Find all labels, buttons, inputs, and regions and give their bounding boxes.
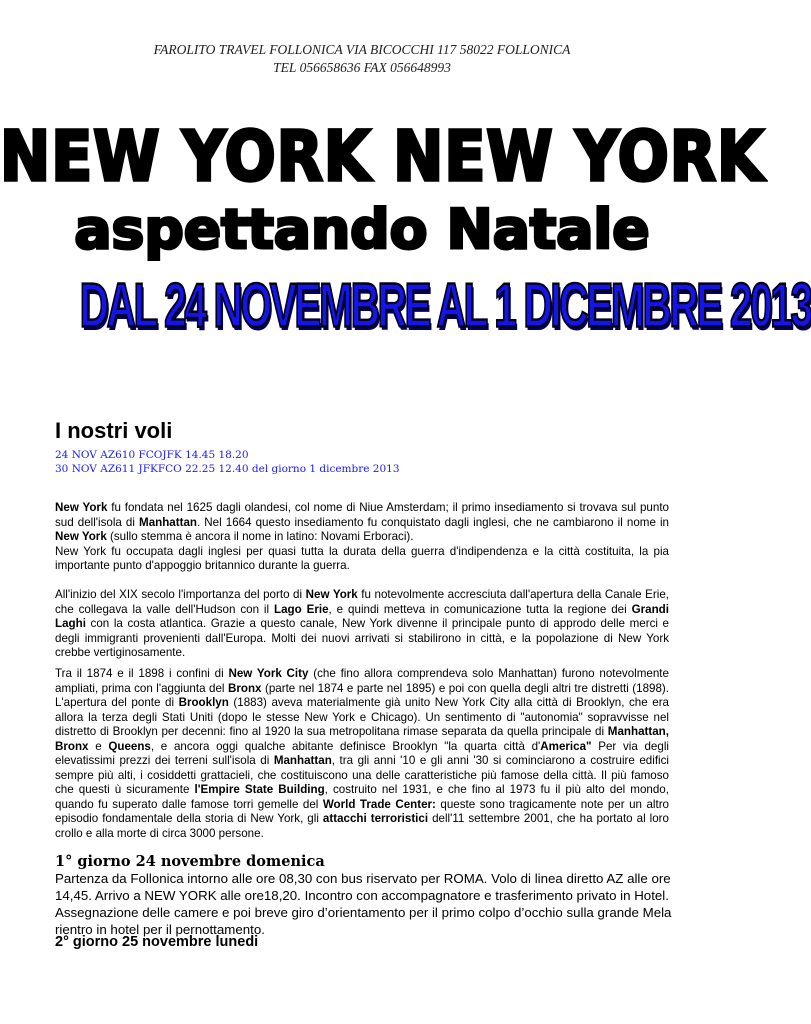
bold-text: New York City xyxy=(228,667,309,680)
bold-text: Bronx xyxy=(227,681,262,695)
wordart-title-line2: aspettando Natale xyxy=(74,198,650,261)
day1-description: Partenza da Follonica intorno alle ore 08,30 con bus riservato per ROMA. Volo di linea diretto AZ alle ore 14,45. Arrivo a NEW YORK alle ore18,20. Incontro con accompagnatore e trasferimento privato in Hotel. Assegnazione delle camere e poi breve giro d’orientamento per il primo colpo d’occhio sulla grande Mela rientro in hotel per il pernottamento. xyxy=(55,871,672,937)
text: e xyxy=(88,739,109,753)
bold-text: Manhattan xyxy=(139,515,197,529)
agency-phone: TEL 056658636 FAX 056648993 xyxy=(273,60,451,75)
agency-address: FAROLITO TRAVEL FOLLONICA VIA BICOCCHI 117 58022 FOLLONICA xyxy=(153,42,571,57)
text: New York fu occupata dagli inglesi per quasi tutta la durata della guerra d'indipendenza e la città costituita, la pia importante punto d'appoggio britannico durante la guerra. xyxy=(55,544,669,572)
text: All'inizio del XIX secolo l'importanza del porto di xyxy=(55,588,306,601)
text: fu notevolmente accresciuta dall'apertura della Canale Erie, che collegava la valle dell'Hudson con il xyxy=(55,588,669,616)
text: . Nel 1664 questo insediamento fu conquistato dagli inglesi, che ne cambiarono il nome in xyxy=(197,515,669,529)
wordart-title-line1: NEW YORK NEW YORK xyxy=(0,116,765,198)
day1-heading: 1° giorno 24 novembre domenica xyxy=(55,853,325,870)
bold-text: New York xyxy=(55,530,107,543)
bold-text: America" xyxy=(540,739,592,753)
text: , e ancora oggi qualche abitante definisce Brooklyn "la quarta città d' xyxy=(150,739,541,753)
bold-text: Grandi Laghi xyxy=(55,602,669,630)
bold-text: Manhattan, Bronx xyxy=(55,725,669,753)
text: , e quindi metteva in comunicazione tutta la regione dei xyxy=(328,602,632,616)
paragraph-history-founding xyxy=(55,501,669,574)
bold-text: New York xyxy=(305,588,358,601)
text: con la costa atlantica. Grazie a questo canale, New York divenne il principale punto di approdo delle merci e degli immigranti provenienti dall'Europa. Molti dei nuovi arrivati si stabilirono in città, e la popolazione di New York crebbe vertiginosamente. xyxy=(55,617,669,659)
bold-text: attacchi terroristici xyxy=(322,812,429,825)
text: Per via degli elevatissimi prezzi dei terreni sull'isola di xyxy=(55,739,669,767)
text: (1883) aveva materialmente già unito New York City alla città di Brooklyn, che era allora la terza degli Stati Uniti (dopo le stesse New York e Chicago). Un sentimento di "autonomia" sopravvisse nel distretto di Brooklyn per decenni: fino al 1920 la sua metropolitana rimase separata da quella principale di xyxy=(55,696,669,738)
text: fu fondata nel 1625 dagli olandesi, col nome di Niue Amsterdam; il primo insediamento si trovava sul punto sud dell'isola di xyxy=(55,501,669,529)
paragraph-erie-canal xyxy=(55,588,669,661)
text: , tra gli anni '10 e gli anni '30 si cominciarono a costruire edifici sempre più alti, i cosiddetti grattacieli, che costituiscono una delle caratteristiche più famose della città. Il più famoso che questi ù sicuramente xyxy=(55,754,669,796)
bold-text: Manhattan xyxy=(273,754,332,767)
flights-heading: I nostri voli xyxy=(55,418,173,443)
flight-outbound: 24 NOV AZ610 FCOJFK 14.45 18.20 xyxy=(55,449,249,461)
flight-return: 30 NOV AZ611 JFKFCO 22.25 12.40 del giorno 1 dicembre 2013 xyxy=(55,463,400,475)
text: queste sono tragicamente note per un altro episodio fondamentale della storia di New York, gli xyxy=(55,797,670,825)
text: (parte nel 1874 e parte nel 1895) e poi con quella degli altri tre distretti (1898). L'apertura del ponte di xyxy=(55,681,669,709)
wordart-dates: DAL 24 NOVEMBRE AL 1 DICEMBRE 2013 xyxy=(79,271,811,341)
text: , costruito nel 1931, e che fino al 1973 fu il più alto del mondo, quando fu superato dalle famose torri gemelle del xyxy=(55,783,669,811)
day2-heading: 2° giorno 25 novembre lunedi xyxy=(55,934,259,950)
bold-text: New York xyxy=(55,501,108,514)
text: dell'11 settembre 2001, che ha portato al loro crollo e alla morte di circa 3000 persone. xyxy=(55,812,669,840)
bold-text: l'Empire State Building xyxy=(194,783,325,796)
bold-text: Queens xyxy=(108,739,151,753)
text: (che fino allora comprendeva solo Manhattan) furono notevolmente ampliati, prima con l'aggiunta del xyxy=(55,667,669,695)
bold-text: Brooklyn xyxy=(178,696,229,709)
text: Tra il 1874 e il 1898 i confini di xyxy=(55,667,229,680)
paragraph-new-york-city xyxy=(55,667,669,841)
bold-text: World Trade Center: xyxy=(322,797,436,811)
text: (sullo stemma è ancora il nome in latino: Novami Erboraci). xyxy=(106,530,414,543)
bold-text: Lago Erie xyxy=(274,602,329,616)
